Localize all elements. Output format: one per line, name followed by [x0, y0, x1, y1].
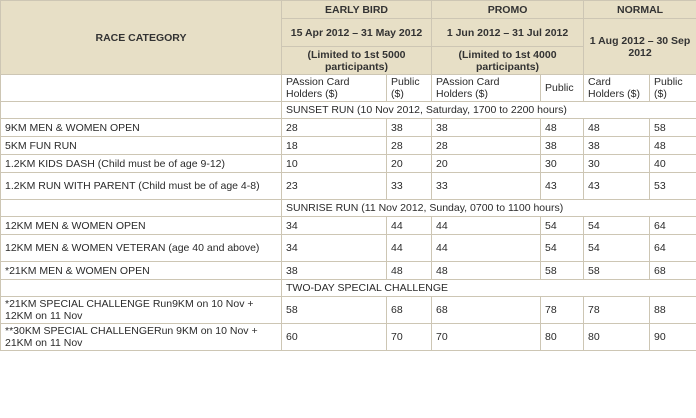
table-row — [1, 235, 696, 262]
price-cell: 58 — [541, 262, 584, 280]
price-cell: 44 — [432, 217, 541, 235]
section-blank — [1, 102, 282, 119]
subheader-eb-public: Public ($) — [387, 75, 432, 102]
price-cell: 54 — [541, 217, 584, 235]
price-cell: 20 — [387, 155, 432, 173]
price-cell: 80 — [541, 324, 584, 351]
price-cell: 54 — [584, 235, 650, 262]
price-cell: 58 — [650, 119, 696, 137]
price-cell: 43 — [541, 173, 584, 200]
price-cell: 44 — [432, 235, 541, 262]
race-category-cell: 12KM MEN & WOMEN OPEN — [1, 217, 282, 235]
section-blank — [1, 280, 282, 297]
price-cell: 53 — [650, 173, 696, 200]
early-bird-header: EARLY BIRD — [282, 1, 432, 19]
price-cell: 68 — [387, 297, 432, 324]
price-cell: 48 — [650, 137, 696, 155]
price-cell: 40 — [650, 155, 696, 173]
price-cell: 43 — [584, 173, 650, 200]
normal-dates: 1 Aug 2012 – 30 Sep 2012 — [584, 19, 696, 75]
price-cell: 20 — [432, 155, 541, 173]
price-cell: 38 — [282, 262, 387, 280]
subheader-eb-card: PAssion Card Holders ($) — [282, 75, 387, 102]
table-row — [1, 217, 696, 235]
price-cell: 33 — [432, 173, 541, 200]
subheader-promo-card: PAssion Card Holders ($) — [432, 75, 541, 102]
subheader-blank — [1, 75, 282, 102]
early-bird-limit: (Limited to 1st 5000 participants) — [282, 47, 432, 75]
price-cell: 34 — [282, 217, 387, 235]
race-category-cell: 5KM FUN RUN — [1, 137, 282, 155]
price-cell: 44 — [387, 217, 432, 235]
table-row — [1, 297, 696, 324]
price-cell: 44 — [387, 235, 432, 262]
price-cell: 38 — [541, 137, 584, 155]
price-cell: 28 — [432, 137, 541, 155]
promo-header: PROMO — [432, 1, 584, 19]
promo-limit: (Limited to 1st 4000 participants) — [432, 47, 584, 75]
price-cell: 58 — [584, 262, 650, 280]
race-category-header: RACE CATEGORY — [1, 1, 282, 75]
price-cell: 78 — [541, 297, 584, 324]
price-cell: 48 — [541, 119, 584, 137]
price-cell: 10 — [282, 155, 387, 173]
table-row — [1, 324, 696, 351]
price-cell: 48 — [432, 262, 541, 280]
price-cell: 54 — [541, 235, 584, 262]
price-cell: 28 — [387, 137, 432, 155]
price-cell: 70 — [387, 324, 432, 351]
price-cell: 54 — [584, 217, 650, 235]
race-category-cell: *21KM MEN & WOMEN OPEN — [1, 262, 282, 280]
early-bird-dates: 15 Apr 2012 – 31 May 2012 — [282, 19, 432, 47]
price-cell: 30 — [584, 155, 650, 173]
race-category-cell: *21KM SPECIAL CHALLENGE Run9KM on 10 Nov + 12KM on 11 Nov — [1, 297, 282, 324]
price-cell: 48 — [387, 262, 432, 280]
price-cell: 68 — [650, 262, 696, 280]
price-cell: 18 — [282, 137, 387, 155]
price-cell: 33 — [387, 173, 432, 200]
section-title-sunrise: SUNRISE RUN (11 Nov 2012, Sunday, 0700 to 1100 hours) — [282, 200, 696, 217]
race-category-cell: 9KM MEN & WOMEN OPEN — [1, 119, 282, 137]
price-cell: 38 — [584, 137, 650, 155]
normal-header: NORMAL — [584, 1, 696, 19]
table-row — [1, 137, 696, 155]
section-title-sunset: SUNSET RUN (10 Nov 2012, Saturday, 1700 to 2200 hours) — [282, 102, 696, 119]
price-cell: 88 — [650, 297, 696, 324]
price-cell: 90 — [650, 324, 696, 351]
table-row — [1, 173, 696, 200]
price-cell: 78 — [584, 297, 650, 324]
promo-dates: 1 Jun 2012 – 31 Jul 2012 — [432, 19, 584, 47]
table-row — [1, 119, 696, 137]
race-category-cell: 12KM MEN & WOMEN VETERAN (age 40 and above) — [1, 235, 282, 262]
race-category-cell: **30KM SPECIAL CHALLENGERun 9KM on 10 Nov + 21KM on 11 Nov — [1, 324, 282, 351]
price-cell: 58 — [282, 297, 387, 324]
price-cell: 38 — [387, 119, 432, 137]
table-row — [1, 262, 696, 280]
price-cell: 34 — [282, 235, 387, 262]
subheader-normal-public: Public ($) — [650, 75, 696, 102]
price-cell: 30 — [541, 155, 584, 173]
price-cell: 70 — [432, 324, 541, 351]
price-cell: 28 — [282, 119, 387, 137]
race-category-cell: 1.2KM RUN WITH PARENT (Child must be of age 4-8) — [1, 173, 282, 200]
subheader-normal-card: Card Holders ($) — [584, 75, 650, 102]
price-cell: 60 — [282, 324, 387, 351]
section-title-two-day: TWO-DAY SPECIAL CHALLENGE — [282, 280, 696, 297]
subheader-promo-public: Public — [541, 75, 584, 102]
price-cell: 68 — [432, 297, 541, 324]
price-cell: 64 — [650, 217, 696, 235]
price-cell: 64 — [650, 235, 696, 262]
section-blank — [1, 200, 282, 217]
race-category-cell: 1.2KM KIDS DASH (Child must be of age 9-12) — [1, 155, 282, 173]
price-cell: 80 — [584, 324, 650, 351]
table-row — [1, 155, 696, 173]
price-cell: 23 — [282, 173, 387, 200]
price-cell: 48 — [584, 119, 650, 137]
price-cell: 38 — [432, 119, 541, 137]
